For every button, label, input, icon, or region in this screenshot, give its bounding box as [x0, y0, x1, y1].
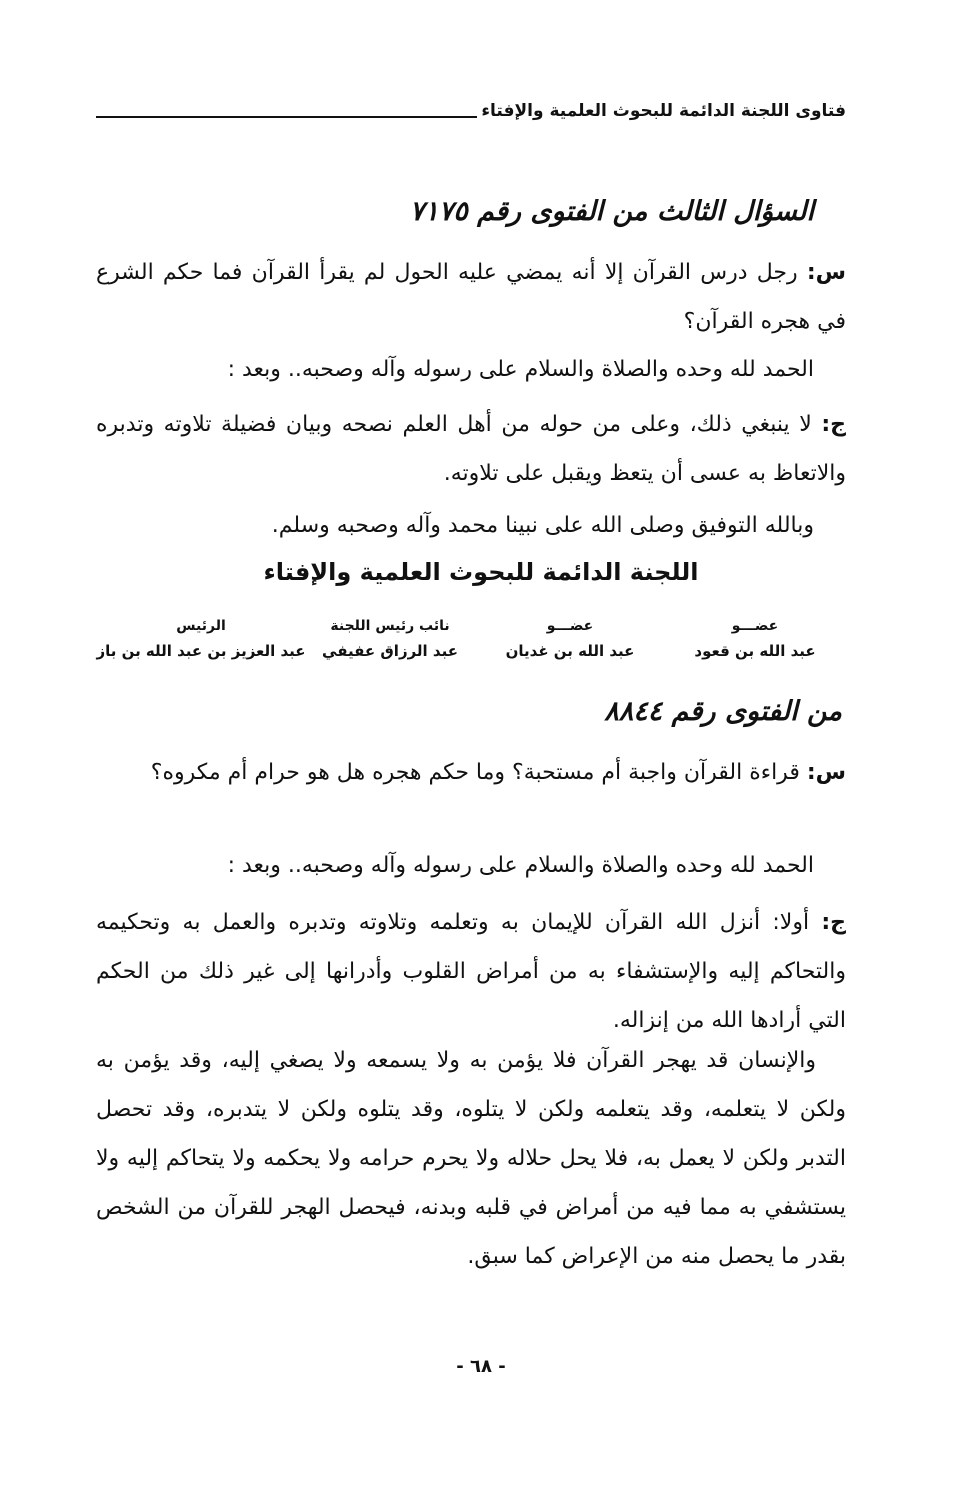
fatwa-7175-heading: السؤال الثالث من الفتوى رقم ٧١٧٥: [409, 196, 814, 227]
answer-1: [96, 400, 846, 498]
page-number: - ٦٨ -: [456, 1356, 506, 1377]
question-1: [96, 248, 846, 346]
answer-text: لا ينبغي ذلك، وعلى من حوله من أهل العلم نصحه وبيان فضيلة تلاوته وتدبره والاتعاظ به عسى أن يتعظ ويقبل على تلاوته.: [96, 412, 846, 486]
header-title: فتاوى اللجنة الدائمة للبحوث العلمية والإفتاء: [481, 101, 846, 121]
answer-2: [96, 898, 846, 1045]
answer-2-paragraph-2: والإنسان قد يهجر القرآن فلا يؤمن به ولا يسمعه ولا يصغي إليه، وقد يؤمن به ولكن لا يتعلمه، وقد يتعلمه ولكن لا يتلوه، وقد يتلوه ولكن لا يتدبره، وقد تحصل التدبر ولكن لا يعمل به، فلا يحل حلاله ولا يحرم حرامه ولا يحكمه ولا يتحاكم إليه ولا يستشفي به مما فيه من أمراض في قلبه وبدنه، فيحصل الهجر للقرآن من الشخص بقدر ما يحصل منه من الإعراض كما سبق.: [96, 1048, 846, 1269]
running-header: [96, 94, 846, 120]
signatory-name: عبد العزيز بن عبد الله بن باز: [96, 642, 306, 660]
fatwa-8844-heading: من الفتوى رقم ٨٨٤٤: [604, 696, 842, 727]
signatory-name: عبد الرزاق عفيفي: [322, 642, 458, 660]
signatory-name: عبد الله بن غديان: [505, 642, 635, 660]
question-label: س:: [806, 760, 846, 785]
signatory-role: عضـــو: [546, 618, 594, 634]
question-text: قراءة القرآن واجبة أم مستحبة؟ وما حكم هجره هل هو حرام أم مكروه؟: [150, 760, 800, 785]
opening-2: الحمد لله وحده والصلاة والسلام على رسوله وآله وصحبه.. وبعد :: [227, 853, 814, 878]
answer-label: ج:: [821, 412, 846, 437]
signatory-name: عبد الله بن قعود: [694, 642, 816, 660]
committee-name: اللجنة الدائمة للبحوث العلمية والإفتاء: [263, 558, 699, 586]
header-rule: [96, 116, 477, 118]
answer-text: أولا: أنزل الله القرآن للإيمان به وتعلمه وتلاوته وتدبره والعمل به وتحكيمه والتحاكم إليه والإستشفاء به من أمراض القلوب وأدرانها إلى غير ذلك من الحكم التي أرادها الله من إنزاله.: [96, 910, 846, 1033]
closing-1: وبالله التوفيق وصلى الله على نبينا محمد وآله وصحبه وسلم.: [271, 513, 814, 538]
answer-label: ج:: [821, 910, 846, 935]
signatory-role: الرئيس: [176, 618, 226, 634]
signatory-member-2: [690, 616, 820, 666]
question-label: س:: [806, 260, 846, 285]
signatory-president: [96, 616, 306, 666]
signatory-vice: [310, 616, 470, 666]
signatory-role: نائب رئيس اللجنة: [330, 618, 450, 634]
signatory-member-1: [500, 616, 640, 666]
opening-1: الحمد لله وحده والصلاة والسلام على رسوله وآله وصحبه.. وبعد :: [227, 357, 814, 382]
question-text: رجل درس القرآن إلا أنه يمضي عليه الحول لم يقرأ القرآن فما حكم الشرع في هجره القرآن؟: [96, 260, 846, 334]
question-2: [96, 748, 846, 797]
signatory-role: عضـــو: [731, 618, 779, 634]
